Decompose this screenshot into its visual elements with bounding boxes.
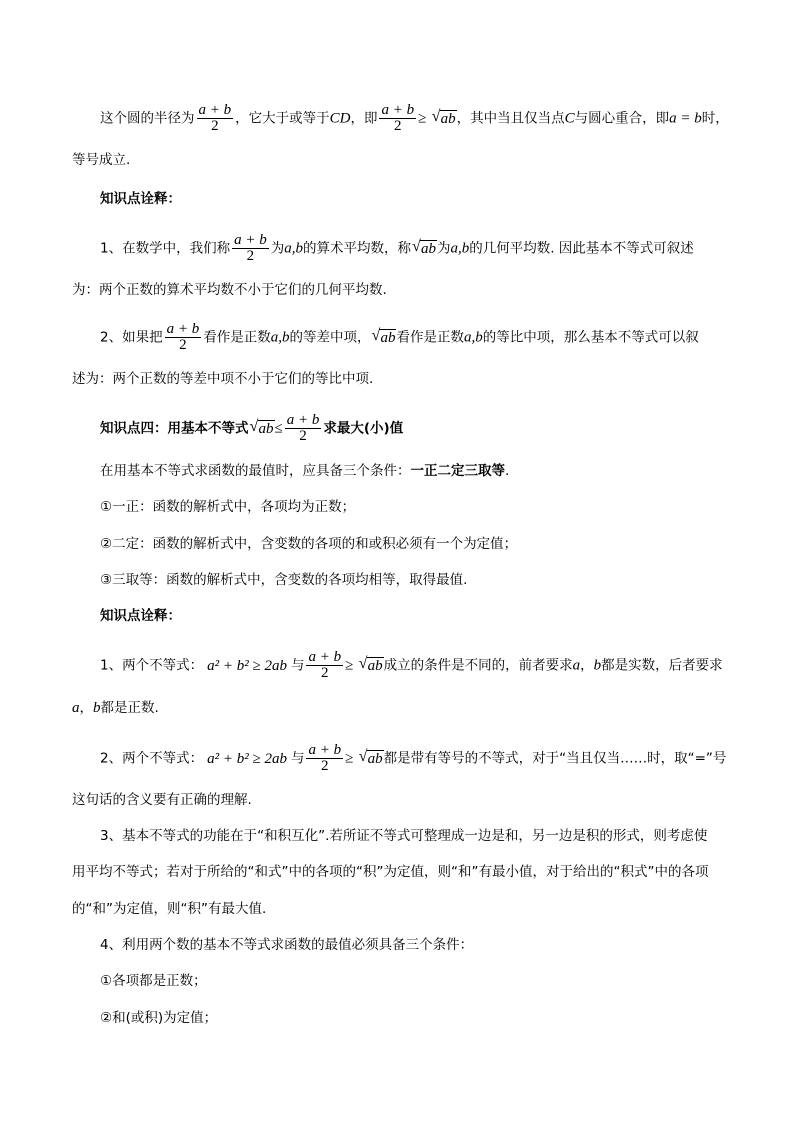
fraction: $\frac{a + b}{2}$: [308, 649, 342, 681]
fraction: $\frac{a + b}{2}$: [234, 232, 267, 264]
fraction: $\frac{a + b}{2}$: [166, 321, 200, 353]
sqrt-ab: √ ab: [431, 107, 456, 127]
point-3-line-2: 用平均不等式；若对于所给的“和式”中的各项的“积”为定值，则“和”有最小值，对于给出的“积式”中的各项: [72, 864, 709, 880]
point-2-line-1: 2、两个不等式： a² + b² ≥ 2ab 与 $\frac{a + b}{2}$ ≥ √ ab都是带有等号的不等式，对于“当且仅当……时，取“=”号: [100, 742, 727, 774]
heading-explanation-1: 知识点诠释：: [100, 191, 181, 207]
fraction: $\frac{a + b}{2}$: [286, 412, 320, 444]
sqrt-ab: √ ab: [411, 237, 436, 257]
point-3-line-3: 的“和”为定值，则“积”有最大值.: [72, 901, 267, 917]
sqrt-ab: √ ab: [249, 417, 274, 437]
heading-knowledge-point-4: 知识点四：用基本不等式 √ ab≤ $\frac{a + b}{2}$ 求最大(小)值: [100, 412, 404, 444]
fraction: $\frac{a + b}{2}$: [198, 102, 232, 134]
para-2-line-2: 述为：两个正数的等差中项不小于它们的等比中项.: [72, 371, 374, 387]
fraction: $\frac{a + b}{2}$: [308, 742, 342, 774]
point-1-line-1: 1、两个不等式： a² + b² ≥ 2ab 与 $\frac{a + b}{2}$ ≥ √ ab成立的条件是不同的，前者要求a，b都是实数，后者要求: [100, 649, 723, 681]
requirement-1: ①各项都是正数；: [100, 973, 207, 989]
sqrt-ab: √ ab: [371, 326, 396, 346]
condition-2: ②二定：函数的解析式中，含变数的各项的和或积必须有一个为定值；: [100, 536, 518, 552]
condition-1: ①一正：函数的解析式中，各项均为正数；: [100, 499, 356, 515]
point-2-line-2: 这句话的含义要有正确的理解.: [72, 792, 252, 808]
sqrt-ab: √ ab: [358, 747, 383, 767]
para-2-line-1: 2、如果把 $\frac{a + b}{2}$ 看作是正数a,b的等差中项， √ ab看作是正数a,b的等比中项，那么基本不等式可以叙: [100, 321, 699, 353]
point-4: 4、利用两个数的基本不等式求函数的最值必须具备三个条件：: [100, 937, 474, 953]
point-3-line-1: 3、基本不等式的功能在于“和积互化”.若所证不等式可整理成一边是和，另一边是积的形式，则考虑使: [100, 828, 708, 844]
sqrt-ab: √ ab: [358, 654, 383, 674]
conditions-intro: 在用基本不等式求函数的最值时，应具备三个条件：一正二定三取等.: [100, 463, 510, 479]
point-1-line-2: a，b都是正数.: [72, 700, 159, 716]
line-equality: 等号成立.: [72, 152, 131, 168]
condition-3: ③三取等：函数的解析式中，含变数的各项均相等，取得最值.: [100, 572, 468, 588]
heading-explanation-2: 知识点诠释：: [100, 608, 181, 624]
requirement-2: ②和(或积)为定值；: [100, 1010, 218, 1026]
para-1-line-1: 1、在数学中，我们称 $\frac{a + b}{2}$ 为a,b的算术平均数，称 √ ab为a,b的几何平均数. 因此基本不等式可叙述: [100, 232, 694, 264]
line-radius: 这个圆的半径为 $\frac{a + b}{2}$ ，它大于或等于CD，即 $\frac{a + b}{2}$ ≥ √ ab，其中当且仅当点C与圆心重合，即a = b时，: [100, 102, 729, 134]
fraction: $\frac{a + b}{2}$: [381, 102, 415, 134]
para-1-line-2: 为：两个正数的算术平均数不小于它们的几何平均数.: [72, 282, 387, 298]
